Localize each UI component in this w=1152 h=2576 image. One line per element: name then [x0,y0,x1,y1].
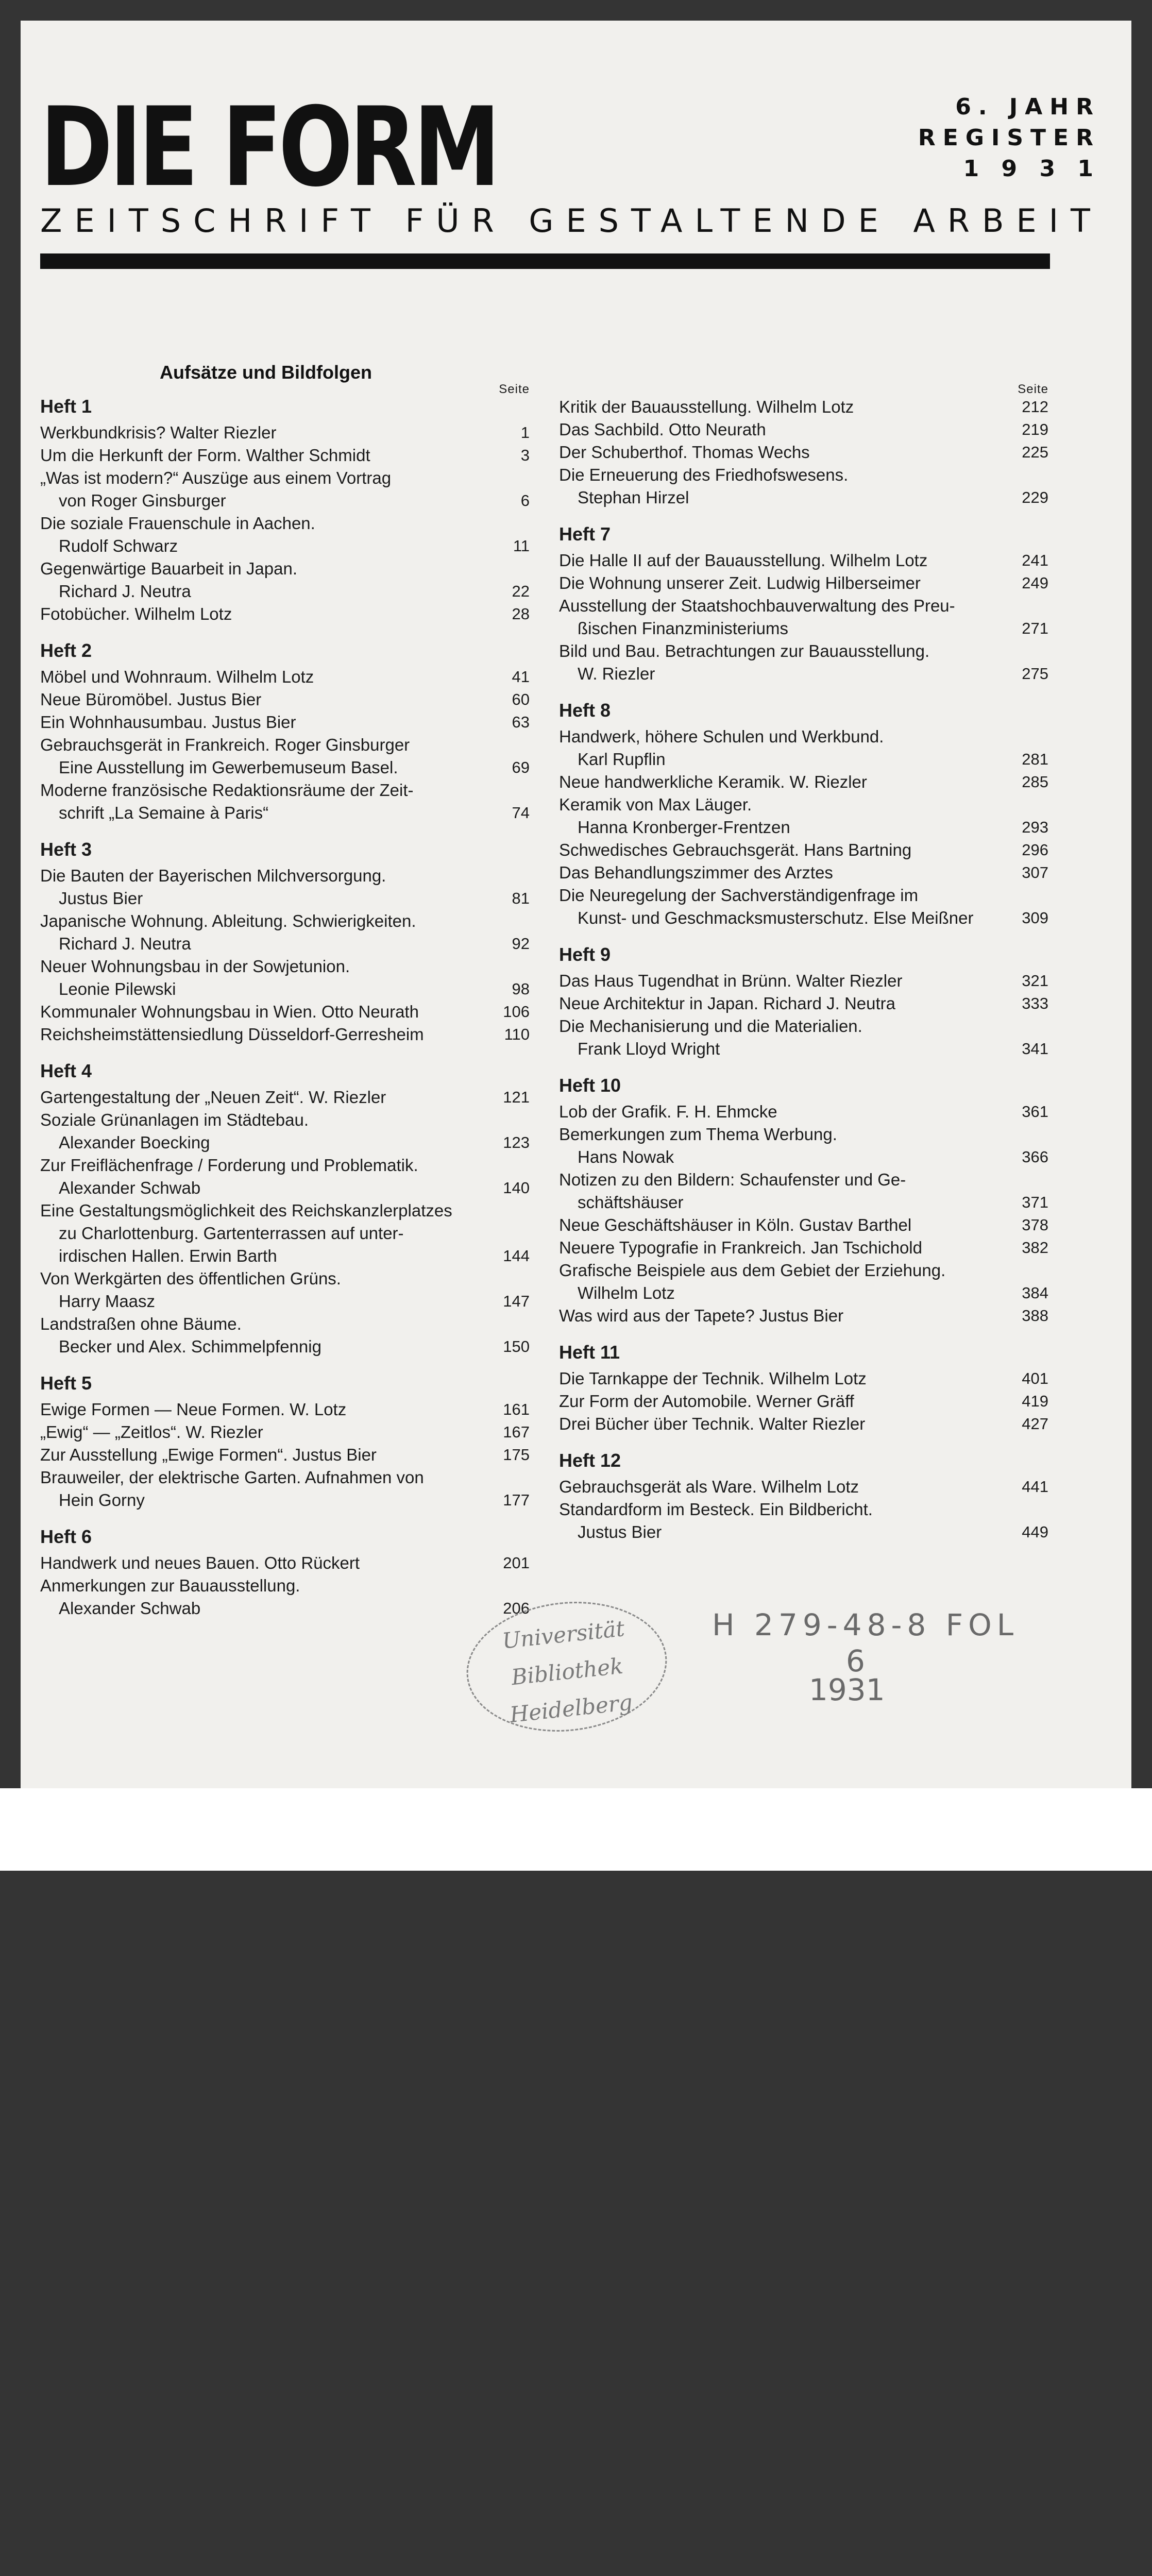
masthead-subtitle: ZEITSCHRIFT FÜR GESTALTENDE ARBEIT [40,202,1103,240]
page-number: 177 [503,1491,530,1509]
toc-entry [40,1023,530,1046]
toc-entry [40,421,530,444]
entry-text: „Ewig“ — „Zeitlos“. W. Riezler [40,1422,263,1442]
entry-text: Hans Nowak [578,1147,674,1166]
page-number: 275 [1022,665,1048,683]
entry-text: Was wird aus der Tapete? Justus Bier [559,1306,844,1325]
page-number: 281 [1022,750,1048,768]
page-number: 271 [1022,619,1048,637]
toc-entry [559,1390,1048,1413]
entry-text: Um die Herkunft der Form. Walther Schmidt [40,446,370,465]
toc-entry [40,1154,530,1199]
entry-text: Neue handwerkliche Keramik. W. Riezler [559,772,867,791]
entry-text: Bild und Bau. Betrachtungen zur Bauausstellung. [559,641,930,660]
entry-text: Kommunaler Wohnungsbau in Wien. Otto Neurath [40,1002,419,1021]
seite-label: Seite [1018,382,1048,396]
entry-text: Neue Architektur in Japan. Richard J. Neutra [559,994,895,1013]
toc-entry [559,1413,1048,1435]
toc-entry [40,1398,530,1421]
toc-entry [559,1498,1048,1544]
entry-text: Standardform im Besteck. Ein Bildbericht. [559,1500,873,1519]
entry-text: Notizen zu den Bildern: Schaufenster und Ge- [559,1170,906,1189]
page-number: 140 [503,1179,530,1197]
entry-text: Neuer Wohnungsbau in der Sowjetunion. [40,957,350,976]
shelfmark-note: H 279-48-8 FOL [712,1607,1019,1642]
page-number: 201 [503,1554,530,1572]
heft-heading: Heft 2 [40,640,92,661]
toc-entry [40,1552,530,1574]
toc-entry [559,1304,1048,1327]
entry-text: schäftshäuser [578,1193,684,1212]
toc-entry [40,734,530,779]
entry-text: Der Schuberthof. Thomas Wechs [559,443,810,462]
entry-text: Alexander Schwab [59,1178,201,1197]
toc-entry [40,603,530,625]
right-column [559,382,1048,1544]
entry-text: Handwerk und neues Bauen. Otto Rückert [40,1553,360,1572]
page-number: 296 [1022,841,1048,859]
page-number: 60 [512,690,530,708]
page-number: 321 [1022,972,1048,990]
page-number: 92 [512,935,530,953]
masthead-title: DIE FORM [40,83,497,211]
page-number: 167 [503,1423,530,1441]
toc-entry [40,444,530,467]
toc-entry [559,640,1048,685]
entry-text: Die Neuregelung der Sachverständigenfrage im [559,886,919,905]
toc-entry [559,1123,1048,1168]
entry-text: Richard J. Neutra [59,582,191,601]
entry-text: Stephan Hirzel [578,488,689,507]
page-number: 293 [1022,818,1048,836]
entry-text: Brauweiler, der elektrische Garten. Aufnahmen von [40,1468,424,1487]
page-number: 22 [512,582,530,600]
entry-text: Wilhelm Lotz [578,1283,675,1302]
entry-text: Ein Wohnhausumbau. Justus Bier [40,713,296,732]
entry-text: Neue Büromöbel. Justus Bier [40,690,262,709]
entry-text: Alexander Boecking [59,1133,210,1152]
page-number: 225 [1022,443,1048,461]
entry-text: Ewige Formen — Neue Formen. W. Lotz [40,1400,347,1419]
page-number: 249 [1022,574,1048,592]
entry-text: Drei Bücher über Technik. Walter Riezler [559,1414,866,1433]
page-number: 6 [520,492,530,510]
entry-text: zu Charlottenburg. Gartenterrassen auf unter- [59,1224,404,1243]
entry-text: Zur Ausstellung „Ewige Formen“. Justus Bier [40,1445,377,1464]
page-number: 229 [1022,488,1048,506]
toc-entry [40,1574,530,1620]
page-number: 3 [520,446,530,464]
entry-text: Frank Lloyd Wright [578,1039,720,1058]
entry-text: Richard J. Neutra [59,934,191,953]
heft-heading: Heft 12 [559,1450,621,1471]
toc-entry [559,1168,1048,1214]
entry-text: Gegenwärtige Bauarbeit in Japan. [40,559,297,578]
toc-entry [559,595,1048,640]
page-number: 427 [1022,1415,1048,1433]
entry-text: Zur Form der Automobile. Werner Gräff [559,1392,854,1411]
page-number: 81 [512,889,530,907]
heft-heading: Heft 6 [40,1526,92,1547]
entry-text: Das Haus Tugendhat in Brünn. Walter Riezler [559,971,903,990]
page-number: 341 [1022,1040,1048,1058]
entry-text: Neuere Typografie in Frankreich. Jan Tschichold [559,1238,922,1257]
footer-bar [0,1788,1152,1871]
scanned-page [21,21,1131,1788]
toc-entry [559,1367,1048,1390]
page-number: 388 [1022,1307,1048,1325]
entry-text: Karl Rupflin [578,750,666,769]
page-number: 333 [1022,994,1048,1012]
entry-text: Ausstellung der Staatshochbauverwaltung des Preu- [559,596,955,615]
entry-text: Das Behandlungszimmer des Arztes [559,863,833,882]
entry-text: Reichsheimstättensiedlung Düsseldorf-Gerresheim [40,1025,424,1044]
page-number: 150 [503,1337,530,1355]
toc-entry [559,793,1048,839]
entry-text: Kunst- und Geschmacksmusterschutz. Else Meißner [578,908,974,927]
entry-text: Neue Geschäftshäuser in Köln. Gustav Barthel [559,1215,912,1234]
section-title: Aufsätze und Bildfolgen [160,362,372,383]
year-note: 1931 [809,1672,885,1707]
entry-text: irdischen Hallen. Erwin Barth [59,1246,277,1265]
entry-text: Die soziale Frauenschule in Aachen. [40,514,315,533]
toc-entry [40,557,530,603]
entry-text: Moderne französische Redaktionsräume der Zeit- [40,781,414,800]
entry-text: Gebrauchsgerät als Ware. Wilhelm Lotz [559,1477,859,1496]
page-number: 11 [513,537,530,555]
toc-entry [559,839,1048,861]
page-number: 309 [1022,909,1048,927]
heft-heading: Heft 10 [559,1075,621,1096]
stamp-line: Universität [501,1616,626,1654]
heft-heading: Heft 8 [559,700,611,721]
page-number: 1 [520,423,530,442]
page-number: 175 [503,1446,530,1464]
toc-entry [559,1236,1048,1259]
entry-text: „Was ist modern?“ Auszüge aus einem Vortrag [40,468,392,487]
entry-text: Von Werkgärten des öffentlichen Grüns. [40,1269,341,1288]
heft-heading: Heft 9 [559,944,611,965]
page-number: 74 [512,804,530,822]
toc-entry [559,441,1048,464]
page-number: 366 [1022,1148,1048,1166]
masthead-rule [40,253,1050,269]
page-number: 307 [1022,863,1048,882]
toc-entry [559,884,1048,929]
toc-entry [559,771,1048,793]
entry-text: Landstraßen ohne Bäume. [40,1314,242,1333]
entry-text: Japanische Wohnung. Ableitung. Schwierigkeiten. [40,911,416,930]
toc-entry [559,861,1048,884]
entry-text: Hanna Kronberger-Frentzen [578,818,790,837]
toc-entry [40,1267,530,1313]
entry-text: Alexander Schwab [59,1599,201,1618]
page-number: 69 [512,758,530,776]
page-number: 106 [503,1003,530,1021]
entry-text: Die Bauten der Bayerischen Milchversorgung. [40,866,386,885]
toc-entry [559,1214,1048,1236]
page-number: 161 [503,1400,530,1418]
toc-entry [40,1109,530,1154]
toc-entry [40,1001,530,1023]
toc-entry [559,1476,1048,1498]
page-number: 41 [512,668,530,686]
entry-text: Bemerkungen zum Thema Werbung. [559,1125,837,1144]
heft-heading: Heft 4 [40,1060,92,1081]
register-label: REGISTER [918,125,1100,151]
entry-text: Lob der Grafik. F. H. Ehmcke [559,1102,777,1121]
toc-entry [40,910,530,955]
entry-text: Die Erneuerung des Friedhofswesens. [559,465,849,484]
toc-entry [559,970,1048,992]
entry-text: Kritik der Bauausstellung. Wilhelm Lotz [559,397,854,416]
page-number: 28 [512,605,530,623]
toc-entry [559,1100,1048,1123]
stamp-line: Heidelberg [509,1689,634,1727]
year-number: 1 9 3 1 [963,156,1100,182]
entry-text: Schwedisches Gebrauchsgerät. Hans Bartning [559,840,912,859]
entry-text: Becker und Alex. Schimmelpfennig [59,1337,321,1356]
entry-text: ßischen Finanzministeriums [578,619,788,638]
page-number: 219 [1022,420,1048,438]
entry-text: schrift „La Semaine à Paris“ [59,803,269,822]
page-number: 98 [512,980,530,998]
toc-entry [559,572,1048,595]
page-number: 371 [1022,1193,1048,1211]
entry-text: Rudolf Schwarz [59,536,178,555]
entry-text: Die Wohnung unserer Zeit. Ludwig Hilberseimer [559,573,921,592]
toc-entry [559,1259,1048,1304]
page-number: 361 [1022,1103,1048,1121]
toc-entry [559,1015,1048,1060]
page-number: 212 [1022,398,1048,416]
heft-heading: Heft 3 [40,839,92,860]
page-number: 241 [1022,551,1048,569]
toc-entry [559,725,1048,771]
volume-year: 6. JAHR [955,94,1100,120]
issue-info [918,92,1100,184]
page-number: 110 [504,1025,530,1043]
toc-entry [40,711,530,734]
toc-entry [559,992,1048,1015]
entry-text: Gartengestaltung der „Neuen Zeit“. W. Riezler [40,1088,386,1107]
entry-text: Harry Maasz [59,1292,156,1311]
entry-text: Zur Freiflächenfrage / Forderung und Problematik. [40,1156,418,1175]
entry-text: Werkbundkrisis? Walter Riezler [40,423,277,442]
toc-entry [559,418,1048,441]
entry-text: W. Riezler [578,664,655,683]
entry-text: Grafische Beispiele aus dem Gebiet der Erziehung. [559,1261,946,1280]
toc-entry [40,688,530,711]
toc-entry [40,779,530,824]
toc-entry [559,549,1048,572]
page-number: 419 [1022,1392,1048,1410]
page-number: 123 [503,1133,530,1151]
page-number: 206 [503,1599,530,1617]
page-number: 144 [503,1247,530,1265]
entry-text: von Roger Ginsburger [59,491,226,510]
page-number: 382 [1022,1239,1048,1257]
entry-text: Leonie Pilewski [59,979,176,998]
toc-entry [40,666,530,688]
seite-label: Seite [499,382,530,396]
toc-entry [40,1199,530,1267]
page-number: 63 [512,713,530,731]
page-number: 441 [1022,1478,1048,1496]
heft-heading: Heft 5 [40,1372,92,1394]
entry-text: Handwerk, höhere Schulen und Werkbund. [559,727,884,746]
toc-entry [40,1421,530,1444]
entry-text: Die Mechanisierung und die Materialien. [559,1016,862,1036]
toc-entry [40,1444,530,1466]
entry-text: Hein Gorny [59,1490,145,1510]
stamp-line: Bibliothek [510,1653,624,1690]
toc-entry [40,1313,530,1358]
toc-entry [40,467,530,512]
heft-heading: Heft 11 [559,1342,620,1363]
entry-text: Eine Gestaltungsmöglichkeit des Reichskanzlerplatzes [40,1201,452,1220]
page-number: 384 [1022,1284,1048,1302]
entry-text: Fotobücher. Wilhelm Lotz [40,604,232,623]
entry-text: Die Tarnkappe der Technik. Wilhelm Lotz [559,1369,867,1388]
toc-entry [559,396,1048,418]
entry-text: Justus Bier [578,1522,662,1541]
toc-entry [40,1466,530,1512]
toc-entry [40,1086,530,1109]
toc-entry [40,865,530,910]
page-number: 401 [1022,1369,1048,1387]
toc-entry [559,464,1048,509]
toc-entry [40,512,530,557]
toc-entry [40,955,530,1001]
entry-text: Soziale Grünanlagen im Städtebau. [40,1110,309,1129]
page-number: 121 [503,1088,530,1106]
entry-text: Das Sachbild. Otto Neurath [559,420,766,439]
entry-text: Eine Ausstellung im Gewerbemuseum Basel. [59,758,398,777]
entry-text: Keramik von Max Läuger. [559,795,752,814]
page-number: 147 [503,1292,530,1310]
heft-heading: Heft 7 [559,523,611,545]
volume-note: 6 [846,1643,865,1679]
entry-text: Gebrauchsgerät in Frankreich. Roger Ginsburger [40,735,410,754]
page-number: 449 [1022,1523,1048,1541]
entry-text: Justus Bier [59,889,143,908]
heft-heading: Heft 1 [40,396,92,417]
left-column [40,382,530,1620]
entry-text: Möbel und Wohnraum. Wilhelm Lotz [40,667,314,686]
entry-text: Anmerkungen zur Bauausstellung. [40,1576,300,1595]
entry-text: Die Halle II auf der Bauausstellung. Wilhelm Lotz [559,551,928,570]
page-number: 378 [1022,1216,1048,1234]
page-number: 285 [1022,773,1048,791]
